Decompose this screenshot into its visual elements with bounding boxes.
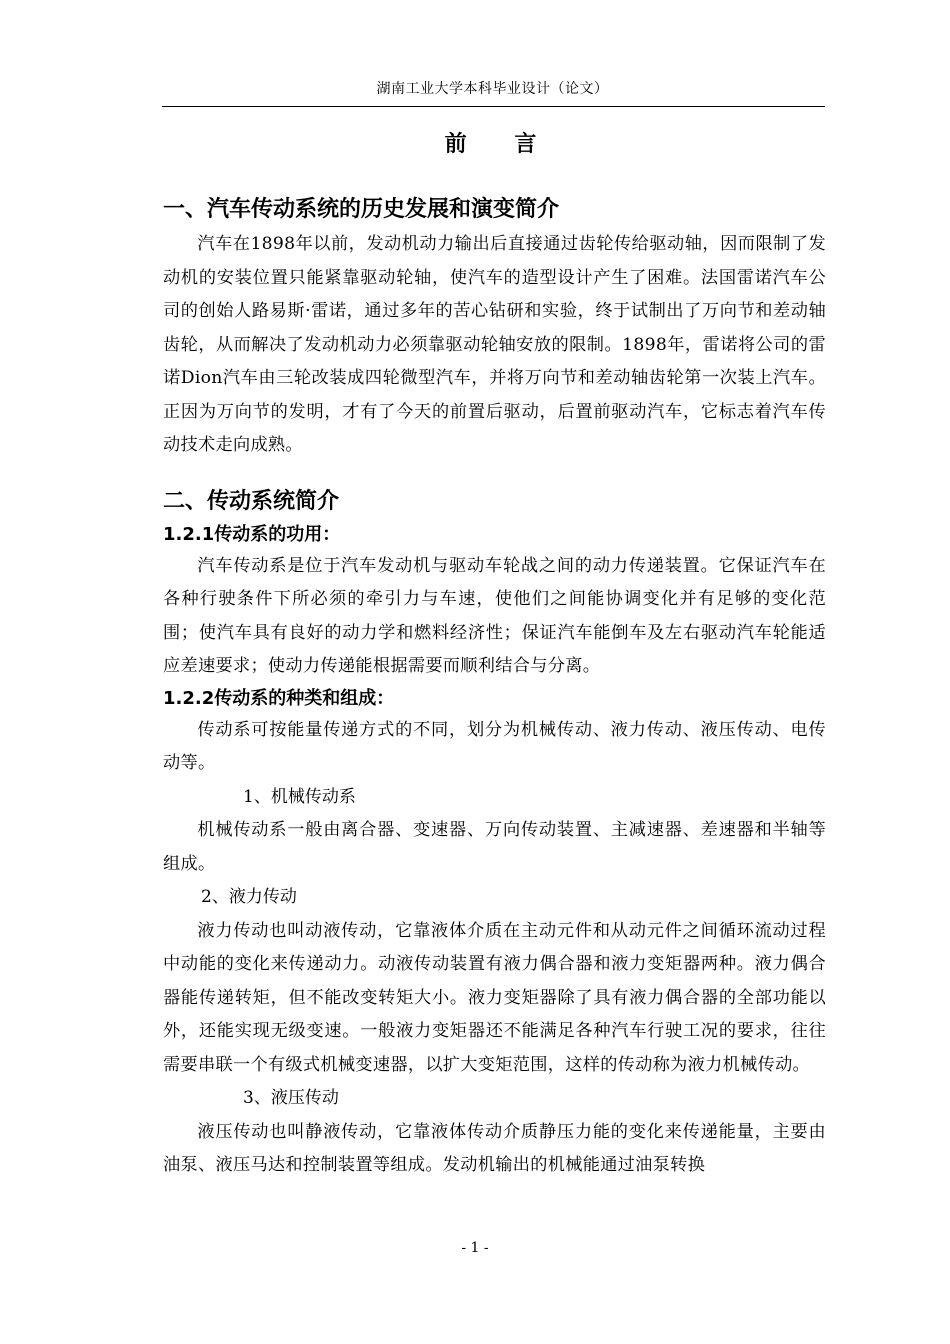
list-item-text: 机械传动系一般由离合器、变速器、万向传动装置、主减速器、差速器和半轴等组成。 [163, 820, 826, 874]
list-item-text: 液力传动也叫动液传动，它靠液体介质在主动元件和从动元件之间循环流动过程中动能的变化来传递动力。动液传动装置有液力偶合器和液力变矩器两种。液力偶合器能传递转矩，但不能改变转矩大小。液力变矩器除了具有液力偶合器的全部功能以外，还能实现无级变速。一般液力变矩器还不能满足各种汽车行驶工况的要求，往往需要串联一个有级式机械变速器，以扩大变矩范围，这样的传动称为液力机械传动。 [163, 920, 826, 1075]
list-item-label: 2、液力传动 [201, 887, 297, 907]
running-header: 湖南工业大学本科毕业设计（论文） [376, 81, 609, 97]
subsection-1-2-2-intro: 传动系可按能量传递方式的不同，划分为机械传动、液力传动、液压传动、电传动等。 [163, 719, 826, 773]
page-title: 前 言 [444, 132, 557, 157]
section2-heading: 二、传动系统简介 [163, 488, 340, 514]
list-item-label: 1、机械传动系 [243, 786, 356, 807]
subsection-1-2-2-heading: 1.2.2传动系的种类和组成： [163, 687, 395, 709]
list-item-text: 液压传动也叫静液传动，它靠液体传动介质静压力能的变化来传递能量，主要由油泵、液压马达和控制装置等组成。发动机输出的机械能通过油泵转换 [163, 1121, 826, 1175]
subsection-1-2-1-paragraph: 汽车传动系是位于汽车发动机与驱动车轮战之间的动力传递装置。它保证汽车在各种行驶条件下所必须的牵引力与车速，使他们之间能协调变化并有足够的变化范围；使汽车具有良好的动力学和燃料经济性；保证汽车能倒车及左右驱动汽车轮能适应差速要求；使动力传递能根据需要而顺利结合与分离。 [163, 555, 826, 676]
list-item-label: 3、液压传动 [243, 1088, 339, 1108]
page-content [163, 126, 826, 1183]
section1-heading: 一、汽车传动系统的历史发展和演变简介 [163, 197, 560, 222]
page-number: - 1 - [461, 1240, 489, 1256]
header-rule [162, 106, 825, 107]
section1-paragraph: 汽车在1898年以前，发动机动力输出后直接通过齿轮传给驱动轴，因而限制了发动机的安装位置只能紧靠驱动轮轴，使汽车的造型设计产生了困难。法国雷诺汽车公司的创始人路易斯·雷诺，通过多年的苦心钻研和实验，终于试制出了万向节和差动轴齿轮，从而解决了发动机动力必须靠驱动轮轴安放的限制。1898年，雷诺将公司的雷诺Dion汽车由三轮改装成四轮微型汽车，并将万向节和差动轴齿轮第一次装上汽车。正因为万向节的发明，才有了今天的前置后驱动，后置前驱动汽车，它标志着汽车传动技术走向成熟。 [163, 234, 826, 455]
subsection-1-2-1-heading: 1.2.1传动系的功用： [163, 523, 341, 545]
